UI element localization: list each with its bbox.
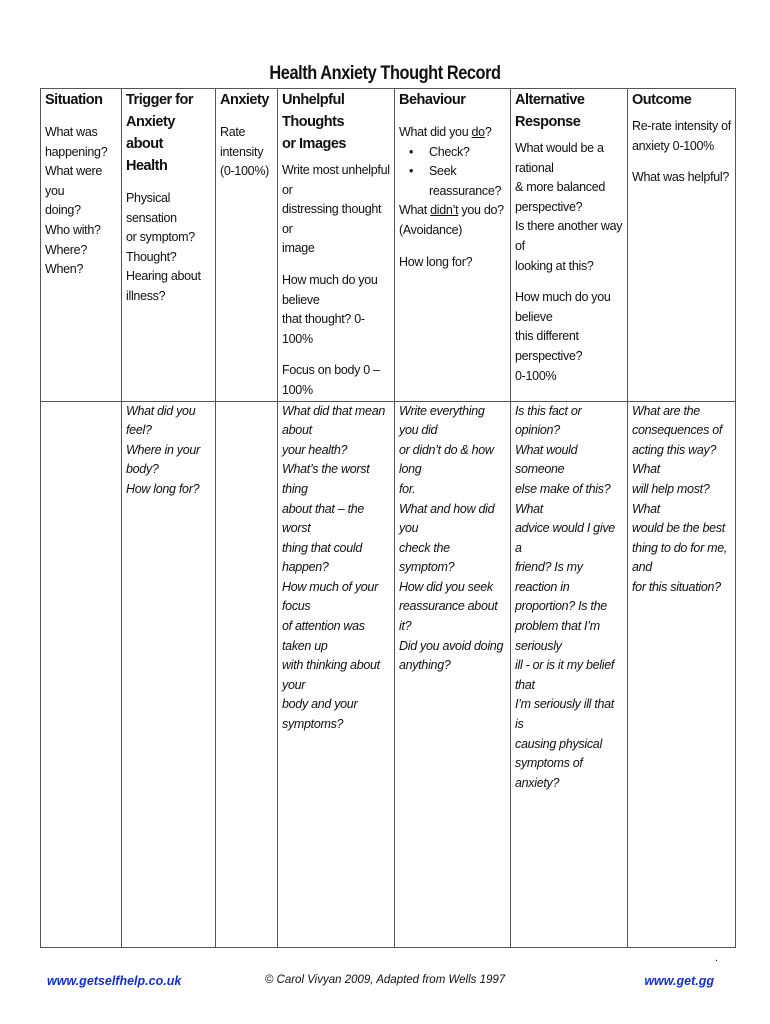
outcome-hint: thing to do for me, and [632,540,728,575]
alternative-hint: problem that I’m seriously [515,619,600,653]
outcome-prompt: anxiety 0-100% [632,138,714,153]
trigger-hint: How long for? [126,481,200,496]
behaviour-entry-cell[interactable] [395,401,511,947]
outcome-prompt: Re-rate intensity of [632,119,731,133]
footer-website-link[interactable]: www.getselfhelp.co.uk [47,974,182,988]
footer-mark: . [714,952,718,964]
thoughts-hint: What’s the worst thing [282,462,370,496]
alternative-prompt: Is there another way of [515,219,623,253]
outcome-hint: acting this way? What [632,442,717,477]
thoughts-focus-prompt: Focus on body 0 – 100% [282,363,380,397]
behaviour-header-cell [395,89,511,402]
trigger-header: Trigger for [126,92,194,108]
behaviour-avoidance: (Avoidance) [399,222,463,237]
behaviour-bullet: • Check? [429,143,506,163]
thoughts-hint: with thinking about your [282,658,380,692]
footer-short-link[interactable]: www.get.gg [644,974,714,988]
trigger-header: Health [126,158,168,174]
alternative-hint: else make of this? What [515,481,611,516]
header-row [41,89,736,402]
anxiety-header-cell [216,89,278,402]
thoughts-prompt: image [282,241,315,256]
thoughts-header: or Images [282,136,346,152]
thoughts-prompt: Write most unhelpful or [282,163,390,197]
outcome-helpful-prompt: What was helpful? [632,170,730,185]
alternative-belief-prompt: this different perspective? [515,329,583,363]
behaviour-how-long: How long for? [399,254,473,269]
situation-entry-cell[interactable] [41,401,122,947]
situation-prompt: What were you [45,164,103,198]
thoughts-hint: about that – the worst [282,501,365,536]
thoughts-hint: of attention was taken up [282,619,365,653]
alternative-entry-cell[interactable] [511,401,628,947]
situation-prompt: When? [45,262,84,277]
anxiety-prompt: (0-100%) [220,164,270,179]
trigger-prompt: Physical sensation [126,191,177,225]
behaviour-didnt-prompt: What didn’t you do? [399,203,504,218]
outcome-hint: will help most? What [632,481,710,516]
behaviour-hint: reassurance about it? [399,599,498,634]
footer-copyright: © Carol Vivyan 2009, Adapted from Wells 1997 [264,974,506,986]
trigger-entry-cell[interactable] [122,401,216,947]
alternative-hint: ill - or is it my belief that [515,658,615,692]
thoughts-entry-cell[interactable] [278,401,395,947]
thoughts-hint: symptoms? [282,717,344,732]
alternative-header: Alternative Response [515,92,585,130]
thoughts-hint: How much of your focus [282,579,378,614]
situation-prompt: What was [45,125,98,139]
trigger-header: Anxiety about [126,114,175,152]
behaviour-hint: or didn’t do & how long [399,442,494,477]
outcome-header: Outcome [632,92,692,108]
behaviour-header: Behaviour [399,92,466,108]
outcome-header-cell [628,89,736,402]
alternative-hint: I’m seriously ill that is [515,697,614,732]
behaviour-hint: check the symptom? [399,540,455,575]
trigger-header-cell [122,89,216,402]
alternative-hint: Is this fact or opinion? [515,403,582,438]
trigger-prompt: Hearing about [126,269,201,284]
behaviour-hint: anything? [399,658,451,673]
alternative-hint: symptoms of anxiety? [515,756,583,790]
outcome-hint: What are the [632,403,700,418]
trigger-hint: What did you feel? [126,403,196,438]
behaviour-bullet-cont: reassurance? [429,183,502,198]
anxiety-entry-cell[interactable] [216,401,278,947]
trigger-prompt: or symptom? [126,230,195,245]
behaviour-hint: for. [399,481,416,496]
situation-header-cell [41,89,122,402]
alternative-header-cell [511,89,628,402]
thoughts-hint: thing that could happen? [282,540,362,575]
behaviour-hint: Write everything you did [399,403,485,438]
page-title: Health Anxiety Thought Record [269,63,501,84]
alternative-prompt: What would be a rational [515,141,604,175]
alternative-hint: causing physical [515,736,602,751]
trigger-prompt: Thought? [126,249,177,264]
alternative-prompt: & more balanced [515,180,606,195]
trigger-prompt: illness? [126,288,166,303]
outcome-entry-cell[interactable] [628,401,736,947]
thoughts-header: Unhelpful Thoughts [282,92,345,130]
situation-prompt: Where? [45,242,87,257]
entry-row [41,401,736,947]
alternative-prompt: perspective? [515,199,583,214]
alternative-prompt: looking at this? [515,258,594,273]
behaviour-hint: What and how did you [399,501,495,536]
behaviour-do-prompt: What did you do? [399,125,492,139]
situation-header: Situation [45,92,103,108]
outcome-hint: would be the best [632,521,725,536]
thoughts-hint: body and your [282,697,358,712]
trigger-hint: body? [126,462,159,477]
behaviour-bullet: • Seek [429,162,506,182]
situation-prompt: happening? [45,144,108,159]
trigger-hint: Where in your [126,442,200,457]
alternative-belief-prompt: How much do you believe [515,290,611,324]
situation-prompt: doing? [45,203,81,218]
thoughts-hint: your health? [282,442,348,457]
behaviour-bullet-list [399,143,506,182]
anxiety-prompt: intensity [220,144,264,159]
situation-prompt: Who with? [45,222,101,237]
alternative-hint: friend? Is my reaction in [515,560,583,594]
alternative-hint: advice would I give a [515,521,615,555]
behaviour-hint: Did you avoid doing [399,638,504,653]
anxiety-prompt: Rate [220,125,246,139]
outcome-hint: consequences of [632,423,723,438]
thoughts-belief-prompt: that thought? 0-100% [282,312,365,346]
thoughts-header-cell [278,89,395,402]
alternative-hint: What would someone [515,442,578,477]
thoughts-prompt: distressing thought or [282,202,382,236]
anxiety-header: Anxiety [220,92,269,108]
outcome-hint: for this situation? [632,579,721,594]
behaviour-hint: How did you seek [399,579,493,594]
alternative-belief-prompt: 0-100% [515,368,557,383]
thought-record-table [40,88,736,948]
alternative-hint: proportion? Is the [515,599,607,614]
thoughts-belief-prompt: How much do you believe [282,272,378,307]
thoughts-hint: What did that mean about [282,403,385,438]
